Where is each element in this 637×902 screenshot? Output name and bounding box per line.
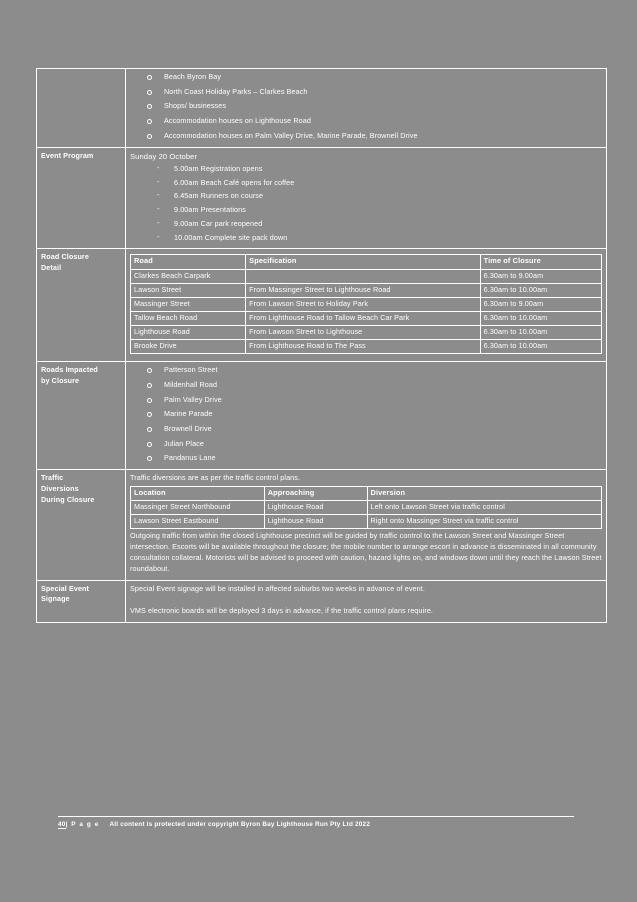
cell-time: 6.30am to 10.00am <box>480 283 601 297</box>
special-event-signage-label-line2: Signage <box>41 594 70 604</box>
program-item-text: 9.00am Car park reopened <box>174 218 263 228</box>
cell-approaching: Lighthouse Road <box>264 501 367 515</box>
page-footer <box>58 816 574 828</box>
column-header-approaching: Approaching <box>264 486 367 500</box>
cell-specification <box>246 269 480 283</box>
cell-time: 6.30am to 10.00am <box>480 311 601 325</box>
table-row-road-closure-detail <box>37 249 607 362</box>
list-item <box>130 424 602 434</box>
roads-impacted-list <box>130 365 602 463</box>
road-name: Palm Valley Drive <box>164 394 222 404</box>
table-row <box>131 515 602 529</box>
stakeholders-label-cell <box>37 69 126 148</box>
special-event-signage-label-line1: Special Event <box>41 583 90 593</box>
list-item <box>130 453 602 463</box>
cell-time: 6.30am to 10.00am <box>480 325 601 339</box>
list-item <box>130 219 602 229</box>
stakeholder-text: Accommodation houses on Palm Valley Drive, Marine Parade, Brownell Drive <box>164 130 418 140</box>
traffic-diversions-label-cell <box>37 470 126 581</box>
list-item <box>130 191 602 201</box>
special-event-signage-body-cell <box>126 580 607 623</box>
cell-location: Massinger Street Northbound <box>131 501 265 515</box>
program-item-text: 10.00am Complete site pack down <box>174 232 288 242</box>
column-header-road: Road <box>131 255 246 269</box>
cell-specification: From Lighthouse Road to The Pass <box>246 340 480 354</box>
cell-specification: From Lighthouse Road to Tallow Beach Car Park <box>246 311 480 325</box>
list-item <box>130 72 602 82</box>
table-row-special-event-signage <box>37 580 607 623</box>
road-closure-label-line2: Detail <box>41 263 62 273</box>
road-name: Mildenhall Road <box>164 379 218 389</box>
roads-impacted-label-line1: Roads Impacted <box>41 365 98 375</box>
column-header-diversion: Diversion <box>367 486 601 500</box>
road-name: Patterson Street <box>164 365 218 375</box>
traffic-diversions-intro: Traffic diversions are as per the traffic control plans. <box>130 473 301 483</box>
signage-paragraph-1: Special Event signage will be installed in affected suburbs two weeks in advance of event. <box>130 583 425 593</box>
cell-road: Brooke Drive <box>131 340 246 354</box>
road-name: Brownell Drive <box>164 424 212 433</box>
road-closure-body-cell <box>126 249 607 362</box>
program-item-text: 6.00am Beach Café opens for coffee <box>174 177 295 187</box>
list-item <box>130 164 602 174</box>
cell-diversion: Right onto Massinger Street via traffic control <box>367 515 601 529</box>
stakeholder-text: Beach Byron Bay <box>164 72 222 81</box>
cell-road: Tallow Beach Road <box>131 311 246 325</box>
roads-impacted-label-line2: by Closure <box>41 375 80 385</box>
table-row <box>131 501 602 515</box>
traffic-management-table <box>36 68 607 623</box>
cell-road: Lawson Street <box>131 283 246 297</box>
road-name: Marine Parade <box>164 409 213 419</box>
event-program-label-cell <box>37 147 126 249</box>
list-item <box>130 365 602 375</box>
cell-location: Lawson Street Eastbound <box>131 515 265 529</box>
road-name: Julian Place <box>164 438 204 448</box>
list-item <box>130 233 602 243</box>
column-header-location: Location <box>131 486 265 500</box>
event-program-list <box>130 164 602 242</box>
cell-time: 6.30am to 10.00am <box>480 340 601 354</box>
table-row <box>131 340 602 354</box>
table-row-roads-impacted <box>37 362 607 470</box>
road-closure-table <box>130 254 602 354</box>
list-item <box>130 205 602 215</box>
table-row-event-program <box>37 147 607 249</box>
traffic-diversions-label-line3: During Closure <box>41 494 95 504</box>
list-item <box>130 101 602 111</box>
signage-paragraph-2: VMS electronic boards will be deployed 3 days in advance, if the traffic control plans require. <box>130 606 434 616</box>
event-program-label: Event Program <box>41 150 94 160</box>
event-program-body-cell <box>126 147 607 249</box>
stakeholder-text: Accommodation houses on Lighthouse Road <box>164 116 311 126</box>
list-item <box>130 380 602 390</box>
traffic-diversions-body-cell <box>126 470 607 581</box>
cell-road: Massinger Street <box>131 297 246 311</box>
list-item <box>130 409 602 419</box>
table-header-row <box>131 486 602 500</box>
footer-copyright: All content is protected under copyright Byron Bay Lighthouse Run Pty Ltd 2022 <box>109 821 371 828</box>
cell-road: Clarkes Beach Carpark <box>131 269 246 283</box>
cell-specification: From Lawson Street to Holiday Park <box>246 297 480 311</box>
table-row-stakeholders <box>37 69 607 148</box>
footer-page-label: | P a g e <box>65 821 100 828</box>
table-row <box>131 297 602 311</box>
table-row <box>131 269 602 283</box>
column-header-specification: Specification <box>246 255 480 269</box>
table-row <box>131 283 602 297</box>
cell-road: Lighthouse Road <box>131 325 246 339</box>
road-closure-label-line1: Road Closure <box>41 252 89 262</box>
stakeholders-list <box>130 72 602 141</box>
special-event-signage-label-cell <box>37 580 126 623</box>
table-row-traffic-diversions <box>37 470 607 581</box>
roads-impacted-label-cell <box>37 362 126 470</box>
cell-time: 6.30am to 9.00am <box>480 269 601 283</box>
list-item <box>130 116 602 126</box>
stakeholder-text: North Coast Holiday Parks – Clarkes Beach <box>164 86 308 96</box>
program-item-text: 9.00am Presentations <box>174 205 246 215</box>
footer-divider <box>58 816 574 817</box>
road-closure-label-cell <box>37 249 126 362</box>
program-item-text: 6.45am Runners on course <box>174 191 264 201</box>
footer-text <box>58 821 574 828</box>
paper-sheet <box>14 10 614 884</box>
list-item <box>130 131 602 141</box>
program-item-text: 5.00am Registration opens <box>174 163 263 173</box>
stakeholders-body-cell <box>126 69 607 148</box>
cell-specification: From Massinger Street to Lighthouse Road <box>246 283 480 297</box>
table-row <box>131 311 602 325</box>
traffic-diversions-label-line1: Traffic <box>41 473 64 483</box>
event-program-day-heading: Sunday 20 October <box>130 151 198 161</box>
footer-page-number: 40 <box>58 821 66 828</box>
column-header-time-of-closure: Time of Closure <box>480 255 601 269</box>
roads-impacted-body-cell <box>126 362 607 470</box>
table-row <box>131 325 602 339</box>
list-item <box>130 395 602 405</box>
list-item <box>130 87 602 97</box>
road-name: Pandanus Lane <box>164 453 216 463</box>
cell-time: 6.30am to 9.00am <box>480 297 601 311</box>
traffic-diversions-note: Outgoing traffic from within the closed Lighthouse precinct will be guided by traffic control to the Lawson Street and Massinger Street intersection. Escorts will be available throughout the closure; the mobile number to arrange escort in advance is disseminated in all community consultation collateral. Motorists will be advised to proceed with caution, hazard lights on, and windows down until they reach the Lawson Street roundabout. <box>130 531 602 573</box>
stakeholder-text: Shops/ businesses <box>164 101 227 111</box>
table-header-row <box>131 255 602 269</box>
cell-approaching: Lighthouse Road <box>264 515 367 529</box>
traffic-diversion-table <box>130 486 602 530</box>
list-item <box>130 178 602 188</box>
list-item <box>130 439 602 449</box>
traffic-diversions-label-line2: Diversions <box>41 483 79 493</box>
document-content <box>36 68 602 623</box>
cell-diversion: Left onto Lawson Street via traffic control <box>367 501 601 515</box>
cell-specification: From Lawson Street to Lighthouse <box>246 325 480 339</box>
